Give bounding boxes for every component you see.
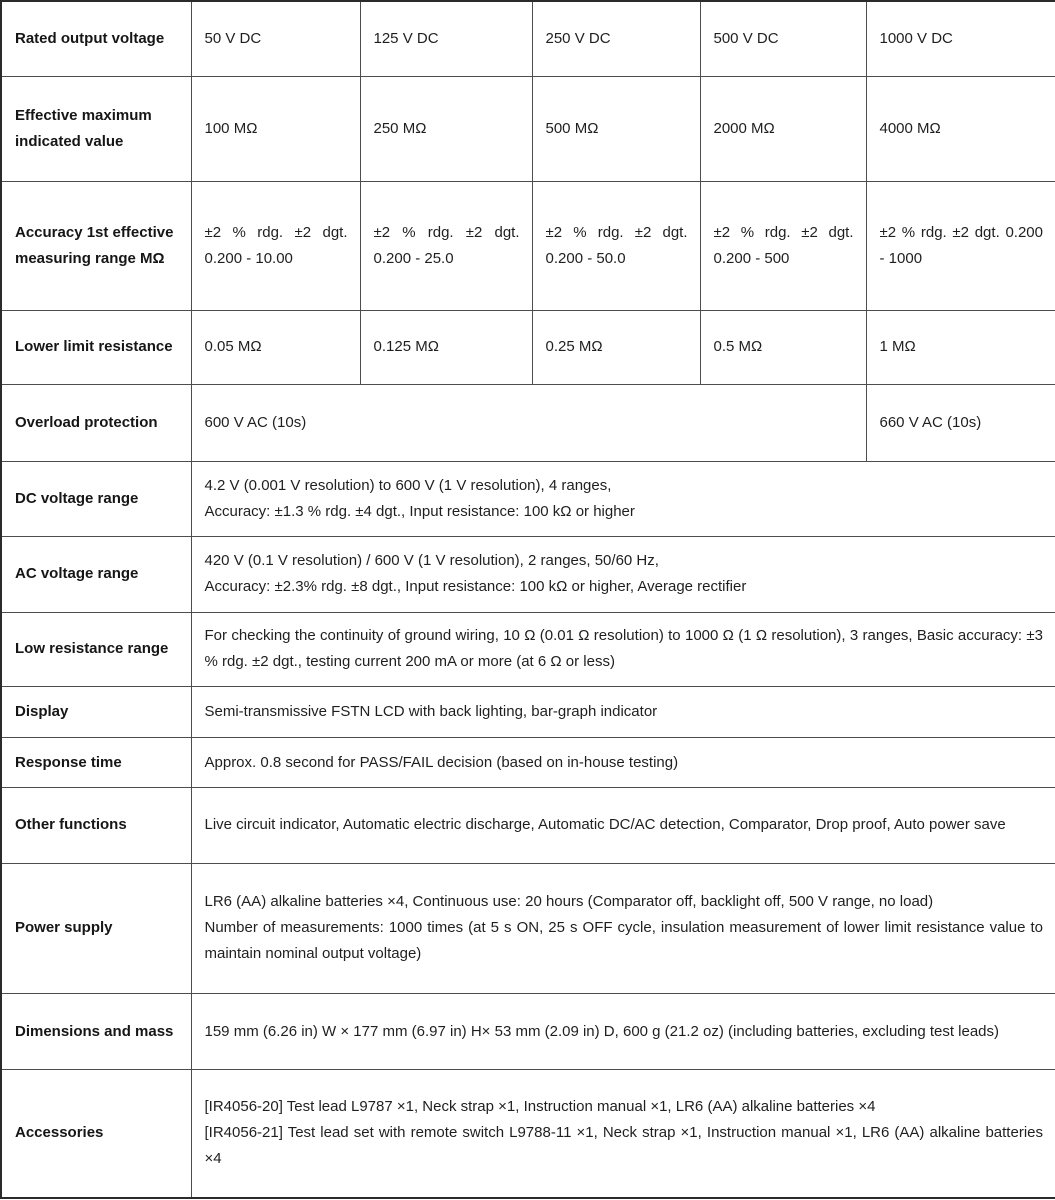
accessories-para-ir4056-21: [IR4056-21] Test lead set with remote switch L9788-11 ×1, Neck strap ×1, Instruction manual ×1, LR6 (AA) alkaline batteries ×4: [204, 1124, 1043, 1168]
power-supply-value: [191, 863, 1055, 994]
accuracy-range-3: ±2 % rdg. ±2 dgt. 0.200 - 50.0: [532, 182, 700, 311]
display-value: Semi-transmissive FSTN LCD with back lighting, bar-graph indicator: [191, 687, 1055, 738]
ac-voltage-line-2: Accuracy: ±2.3% rdg. ±8 dgt., Input resistance: 100 kΩ or higher, Average rectifier: [204, 578, 747, 596]
lower-limit-4: 0.5 MΩ: [700, 310, 866, 384]
response-time-value: Approx. 0.8 second for PASS/FAIL decision (based on in-house testing): [191, 738, 1055, 788]
table-row: [1, 863, 1055, 994]
lower-limit-5: 1 MΩ: [866, 310, 1055, 384]
table-row: [1, 687, 1055, 738]
dc-voltage-line-2: Accuracy: ±1.3 % rdg. ±4 dgt., Input resistance: 100 kΩ or higher: [204, 502, 635, 520]
other-functions-value: Live circuit indicator, Automatic electric discharge, Automatic DC/AC detection, Comparator, Drop proof, Auto power save: [191, 788, 1055, 864]
accessories-para-ir4056-20: [IR4056-20] Test lead L9787 ×1, Neck strap ×1, Instruction manual ×1, LR6 (AA) alkaline batteries ×4: [204, 1098, 876, 1116]
max-indicated-value-5: 4000 MΩ: [866, 77, 1055, 182]
table-row: [1, 310, 1055, 384]
row-label-accessories: Accessories: [1, 1069, 191, 1198]
accuracy-range-2: ±2 % rdg. ±2 dgt. 0.200 - 25.0: [360, 182, 532, 311]
row-label-response-time: Response time: [1, 738, 191, 788]
rated-voltage-50: 50 V DC: [191, 1, 360, 77]
table-row: [1, 182, 1055, 311]
row-label-rated-output-voltage: Rated output voltage: [1, 1, 191, 77]
row-label-ac-voltage-range: AC voltage range: [1, 537, 191, 613]
table-row: [1, 537, 1055, 613]
accuracy-range-5: ±2 % rdg. ±2 dgt. 0.200 - 1000: [866, 182, 1055, 311]
row-label-low-resistance-range: Low resistance range: [1, 612, 191, 686]
max-indicated-value-3: 500 MΩ: [532, 77, 700, 182]
max-indicated-value-2: 250 MΩ: [360, 77, 532, 182]
rated-voltage-125: 125 V DC: [360, 1, 532, 77]
max-indicated-value-1: 100 MΩ: [191, 77, 360, 182]
table-row: [1, 461, 1055, 537]
accessories-value: [191, 1069, 1055, 1198]
row-label-effective-maximum-indicated-value: Effective maximum indicated value: [1, 77, 191, 182]
low-resistance-range-value: For checking the continuity of ground wiring, 10 Ω (0.01 Ω resolution) to 1000 Ω (1 Ω resolution), 3 ranges, Basic accuracy: ±3 % rdg. ±2 dgt., testing current 200 mA or more (at 6 Ω or less): [191, 612, 1055, 686]
rated-voltage-1000: 1000 V DC: [866, 1, 1055, 77]
table-row: [1, 788, 1055, 864]
ac-voltage-range-value: [191, 537, 1055, 613]
dc-voltage-line-1: 4.2 V (0.001 V resolution) to 600 V (1 V resolution), 4 ranges,: [204, 476, 612, 494]
table-row: [1, 612, 1055, 686]
power-supply-para-1: LR6 (AA) alkaline batteries ×4, Continuous use: 20 hours (Comparator off, backlight off, 500 V range, no load): [204, 893, 934, 911]
overload-protection-1000v: 660 V AC (10s): [866, 385, 1055, 462]
accuracy-range-4: ±2 % rdg. ±2 dgt. 0.200 - 500: [700, 182, 866, 311]
table-row: [1, 385, 1055, 462]
table-row: [1, 1069, 1055, 1198]
table-row: [1, 738, 1055, 788]
dc-voltage-range-value: [191, 461, 1055, 537]
dimensions-mass-value: 159 mm (6.26 in) W × 177 mm (6.97 in) H× 53 mm (2.09 in) D, 600 g (21.2 oz) (including batteries, excluding test leads): [191, 994, 1055, 1070]
table-row: [1, 994, 1055, 1070]
overload-protection-main: 600 V AC (10s): [191, 385, 866, 462]
power-supply-para-2: Number of measurements: 1000 times (at 5 s ON, 25 s OFF cycle, insulation measurement of lower limit resistance value to maintain nominal output voltage): [204, 919, 1043, 963]
row-label-overload-protection: Overload protection: [1, 385, 191, 462]
row-label-lower-limit-resistance: Lower limit resistance: [1, 310, 191, 384]
lower-limit-1: 0.05 MΩ: [191, 310, 360, 384]
rated-voltage-250: 250 V DC: [532, 1, 700, 77]
rated-voltage-500: 500 V DC: [700, 1, 866, 77]
max-indicated-value-4: 2000 MΩ: [700, 77, 866, 182]
table-row: [1, 77, 1055, 182]
lower-limit-3: 0.25 MΩ: [532, 310, 700, 384]
row-label-dc-voltage-range: DC voltage range: [1, 461, 191, 537]
ac-voltage-line-1: 420 V (0.1 V resolution) / 600 V (1 V resolution), 2 ranges, 50/60 Hz,: [204, 552, 659, 570]
row-label-accuracy-measuring-range: Accuracy 1st effective measuring range MΩ: [1, 182, 191, 311]
row-label-power-supply: Power supply: [1, 863, 191, 994]
accuracy-range-1: ±2 % rdg. ±2 dgt. 0.200 - 10.00: [191, 182, 360, 311]
row-label-dimensions-and-mass: Dimensions and mass: [1, 994, 191, 1070]
table-row: [1, 1, 1055, 77]
row-label-other-functions: Other functions: [1, 788, 191, 864]
row-label-display: Display: [1, 687, 191, 738]
lower-limit-2: 0.125 MΩ: [360, 310, 532, 384]
